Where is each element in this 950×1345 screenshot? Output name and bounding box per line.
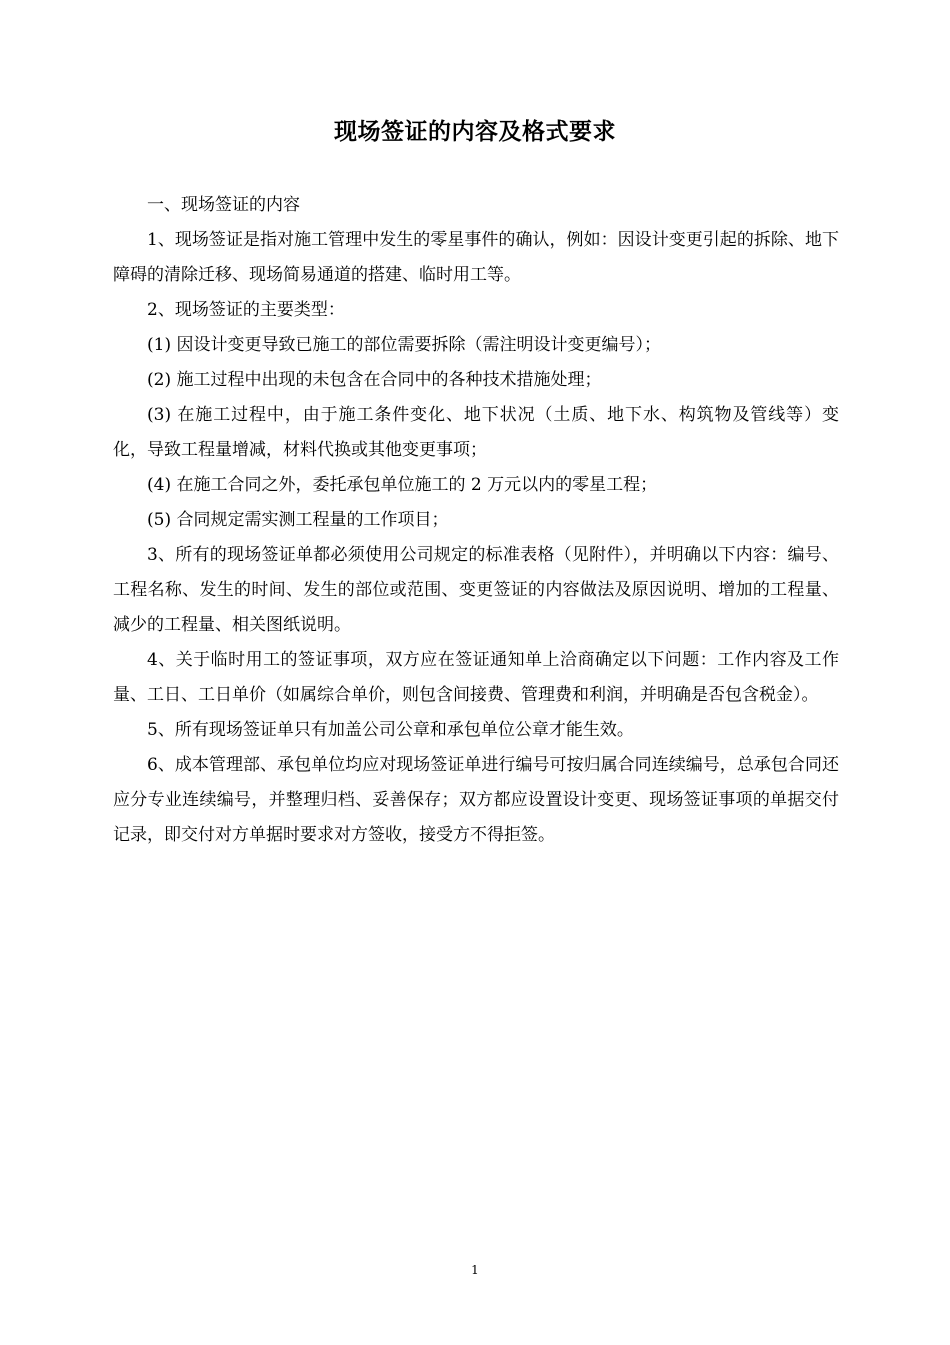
paragraph-subitem-1: (1) 因设计变更导致已施工的部位需要拆除（需注明设计变更编号）； — [147, 335, 661, 355]
page-number: 1 — [471, 1263, 479, 1277]
paragraph-item-6: 6、成本管理部、承包单位均应对现场签证单进行编号可按归属合同连续编号，总承包合同还应分专业连续编号，并整理归档、妥善保存；双方都应设置设计变更、现场签证事项的单据交付记录，即交付对方单据时要求对方签收，接受方不得拒签。 — [113, 755, 839, 845]
paragraph-item-5: 5、所有现场签证单只有加盖公司公章和承包单位公章才能生效。 — [147, 720, 634, 740]
paragraph-subitem-2: (2) 施工过程中出现的未包含在合同中的各种技术措施处理； — [147, 370, 602, 390]
paragraph-item-4: 4、关于临时用工的签证事项，双方应在签证通知单上洽商确定以下问题：工作内容及工作量、工日、工日单价（如属综合单价，则包含间接费、管理费和利润，并明确是否包含税金）。 — [113, 650, 839, 705]
paragraph-subitem-4: (4) 在施工合同之外，委托承包单位施工的 2 万元以内的零星工程； — [147, 475, 658, 495]
paragraph-subitem-3: (3) 在施工过程中，由于施工条件变化、地下状况（土质、地下水、构筑物及管线等）变化，导致工程量增减，材料代换或其他变更事项； — [113, 405, 839, 460]
paragraph-subitem-5: (5) 合同规定需实测工程量的工作项目； — [147, 510, 449, 530]
paragraph-item-1: 1、现场签证是指对施工管理中发生的零星事件的确认，例如：因设计变更引起的拆除、地下障碍的清除迁移、现场简易通道的搭建、临时用工等。 — [113, 230, 839, 285]
document-body — [113, 188, 839, 853]
document-title: 现场签证的内容及格式要求 — [334, 118, 616, 145]
paragraph-item-3: 3、所有的现场签证单都必须使用公司规定的标准表格（见附件），并明确以下内容：编号、工程名称、发生的时间、发生的部位或范围、变更签证的内容做法及原因说明、增加的工程量、减少的工程量、相关图纸说明。 — [113, 545, 839, 635]
paragraph-item-2: 2、现场签证的主要类型： — [147, 300, 345, 320]
section-heading: 一、现场签证的内容 — [147, 195, 300, 215]
